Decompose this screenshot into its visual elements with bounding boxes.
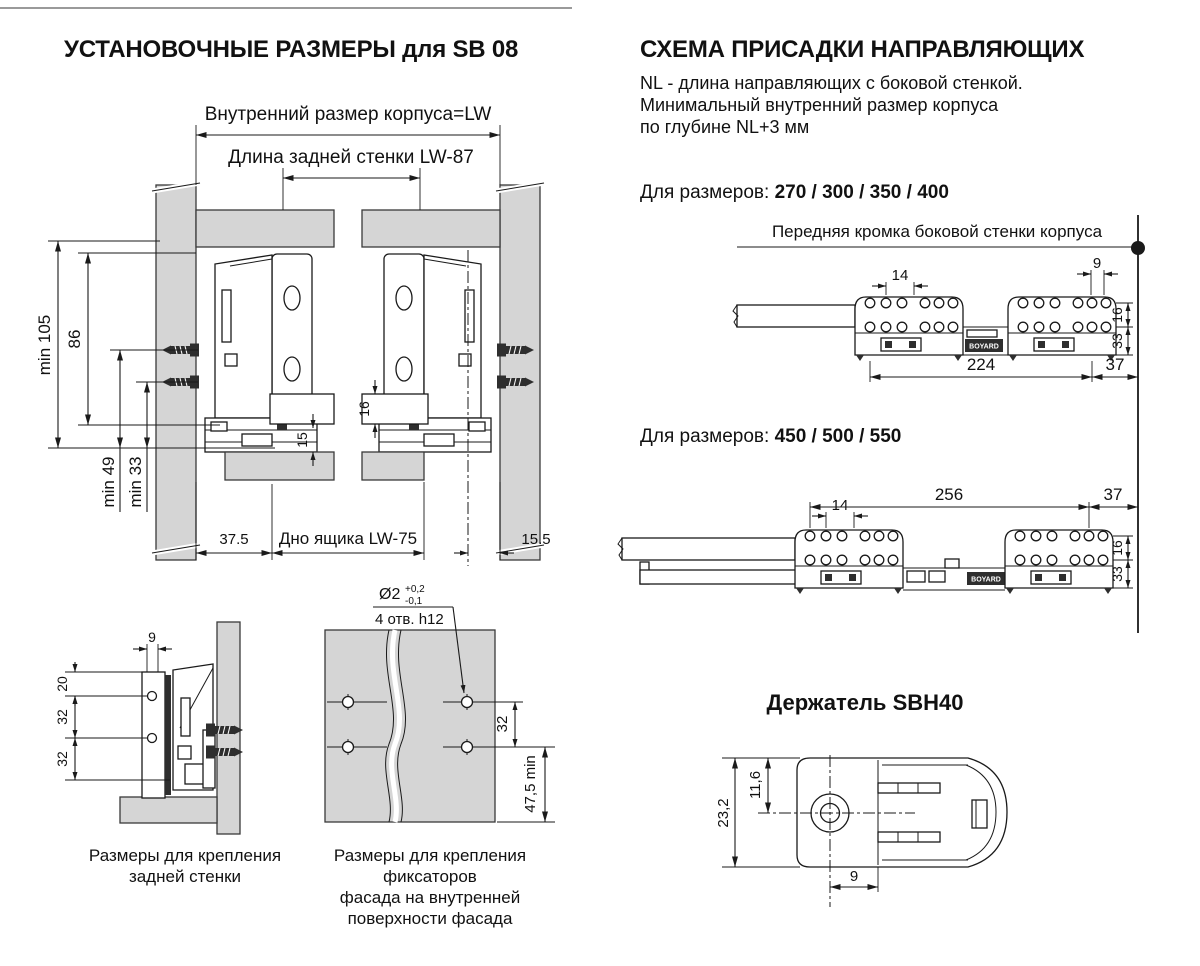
mount-bracket-left [855,297,963,361]
front-edge-label: Передняя кромка боковой стенки корпуса [771,222,1103,241]
facade-panel [325,630,495,822]
sizes-line-1 [640,182,949,204]
dim-11-6 [747,758,768,813]
drawer-bottom-right [362,452,424,480]
dim-9 [1077,255,1118,295]
cabinet-side-left [156,185,196,560]
holder-title: Держатель SBH40 [766,690,964,715]
dim-33-label: 33 [1109,333,1125,349]
dim-14-label: 14 [891,267,909,284]
nl-note-line2: Минимальный внутренний размер корпуса [640,95,999,115]
fixator-drawing [295,582,595,842]
rear-caption [55,845,315,887]
dim-86: 86 [65,329,84,349]
dim-bottom-label: Дно ящика LW-75 [278,529,418,548]
main-cross-section-drawing [30,92,585,592]
cabinet-bottom-bar [120,797,217,823]
dim-14-label: 14 [831,497,849,514]
dim-min105: min 105 [35,314,54,376]
dim-9-top [133,629,172,672]
fixator-caption-line1: Размеры для крепления фиксаторов [333,846,527,886]
dia-label: Ø2 [379,586,401,603]
dim-23-2-label: 23,2 [715,798,732,828]
dim-min33: min 33 [126,456,145,508]
sizes-2-values: 450 / 500 / 550 [774,426,902,447]
dim-11-6-label: 11,6 [747,770,764,800]
left-title: УСТАНОВОЧНЫЕ РАЗМЕРЫ для SB 08 [64,36,519,63]
dim-9-label: 9 [1092,255,1102,272]
sizes-2-label: Для размеров: [640,426,770,447]
drawer-bottom-left [225,452,334,480]
dim-224-37 [870,355,1138,382]
sizes-1-values: 270 / 300 / 350 / 400 [774,182,949,203]
dim-37-label: 37 [1105,355,1125,374]
dim-33-label: 33 [1109,566,1125,582]
dim-9 [830,867,878,892]
dim-32-a: 32 [54,709,70,725]
holes-label: 4 отв. h12 [375,611,444,628]
dim-back-wall-length [228,147,474,210]
mount-bracket-left [795,530,903,594]
fixator-caption-line3: поверхности фасада [347,909,513,928]
right-title: СХЕМА ПРИСАДКИ НАПРАВЛЯЮЩИХ [640,36,1085,63]
rear-caption-line2: задней стенки [128,867,242,886]
boyard-logo: BOYARD [971,576,1001,584]
rail-2 [618,485,1138,594]
nl-note-line3: по глубине NL+3 мм [640,117,810,137]
dim-32-b: 32 [54,751,70,767]
dim-37-5: 37.5 [219,531,249,548]
rail-schemes-drawing [615,212,1200,640]
dim-14 [812,497,868,528]
dim-9: 9 [148,629,156,645]
nl-note-line1: NL - длина направляющих с боковой стенкой. [640,73,1023,93]
screw-hole [148,734,157,743]
dim-15: 15 [294,432,310,448]
dim-47-5-label: 47,5 min [522,755,539,813]
mount-bracket-right [1008,297,1116,361]
front-edge-dot [1131,241,1145,255]
fixator-caption [285,845,575,929]
dim-16-label: 16 [1109,540,1125,556]
page-top-rule [0,7,572,9]
dim-9-label: 9 [849,868,859,885]
rail-1 [733,255,1138,382]
dim-15-5: 15.5 [521,531,551,548]
dim-47-5 [497,747,555,822]
dim-32-label: 32 [494,715,511,733]
dim-32 [494,702,515,747]
dim-row-bottom [196,482,551,560]
dia-sup: +0,2 [405,584,425,595]
cabinet-side-right [500,185,540,560]
dim-256-label: 256 [934,485,964,504]
dim-37-label: 37 [1103,485,1123,504]
dia-sub: -0,1 [405,596,423,607]
dim-min49: min 49 [99,456,118,508]
fixator-caption-line2: фасада на внутренней [339,888,521,907]
dim-20: 20 [54,676,70,692]
dim-back-label: Длина задней стенки LW-87 [228,147,474,168]
back-wall-bar-left [196,210,334,247]
back-wall-bar-right [362,210,500,247]
boyard-logo: BOYARD [969,343,999,351]
back-wall-lower-left [270,394,334,424]
dim-lw-label: Внутренний размер корпуса=LW [204,104,492,125]
holder-drawing [700,725,1030,920]
dim-14 [872,267,928,295]
dim-lw [196,104,500,185]
dim-16: 16 [356,401,372,417]
rear-wall-drawing [35,612,315,847]
nl-note [640,72,1180,138]
dim-224-label: 224 [966,355,996,374]
dim-16-label: 16 [1109,307,1125,323]
screw-hole [148,692,157,701]
sizes-1-label: Для размеров: [640,182,770,203]
mount-bracket-right [1005,530,1113,594]
rear-caption-line1: Размеры для крепления [88,846,282,865]
dim-256-37 [810,485,1138,528]
